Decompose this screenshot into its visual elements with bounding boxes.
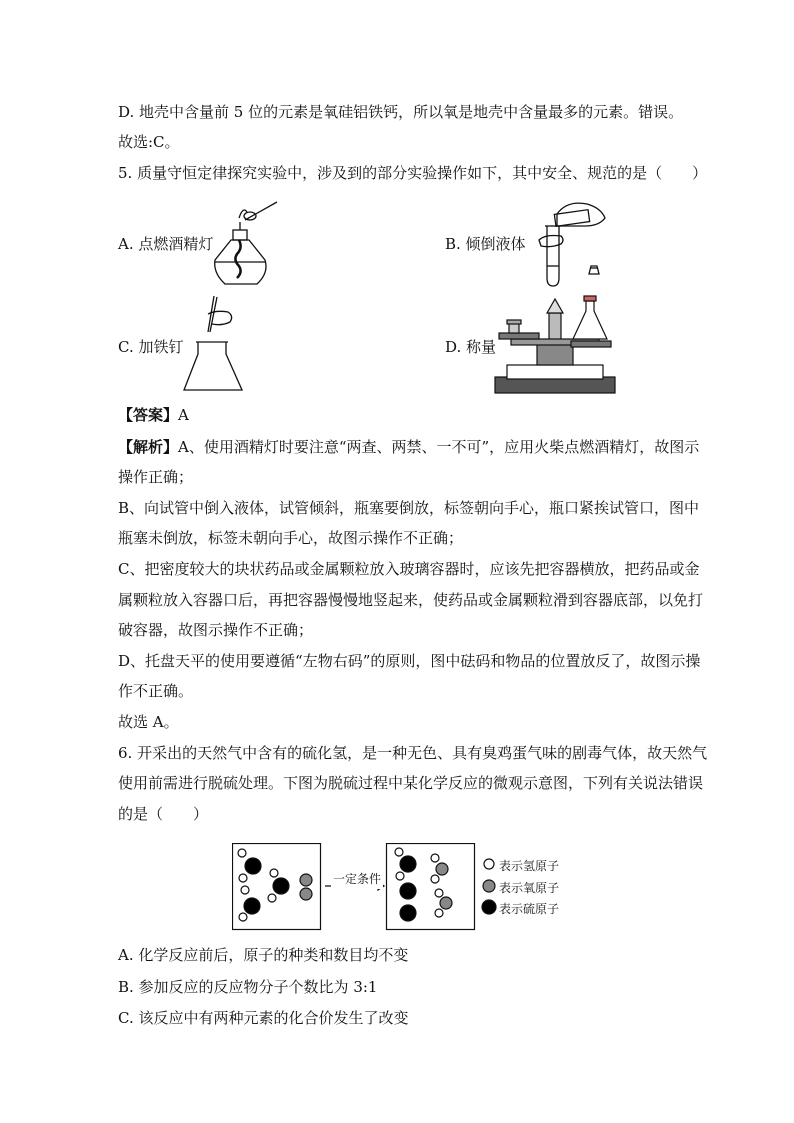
option-6a: A. 化学反应前后，原子的种类和数目均不变 (118, 946, 409, 964)
answer-label: 【答案】 (118, 406, 179, 424)
pouring-liquid-icon (517, 196, 612, 294)
explanation-label: 【解析】 (118, 438, 179, 456)
answer-line (118, 405, 189, 425)
arrow-label: 一定条件 (331, 869, 383, 889)
option-5a: A. 点燃酒精灯 (118, 235, 214, 253)
balance-icon (493, 293, 618, 395)
text-line: 瓶塞未倒放，标签未朝向手心，故图示操作不正确； (118, 529, 464, 547)
text-line: D. 地壳中含量前 5 位的元素是氧硅铝铁钙，所以氧是地壳中含量最多的元素。错误。 (118, 103, 684, 121)
legend-hydrogen: 表示氢原子 (499, 859, 560, 873)
text-line: 作不正确。 (118, 682, 194, 700)
option-5c: C. 加铁钉 (118, 338, 184, 356)
text-line: 使用前需进行脱硫处理。下图为脱硫过程中某化学反应的微观示意图，下列有关说法错误 (118, 774, 704, 792)
alcohol-lamp-icon (205, 198, 285, 293)
explanation-line (118, 437, 699, 457)
adding-nail-icon (180, 292, 250, 397)
text-line: 的是（ ） (118, 805, 209, 823)
text-line: 破容器，故图示操作不正确； (118, 621, 314, 639)
text-line: C、把密度较大的块状药品或金属颗粒放入玻璃容器时，应该先把容器横放，把药品或金 (118, 560, 700, 578)
option-5b: B. 倾倒液体 (445, 235, 526, 253)
text-line: D、托盘天平的使用要遵循“左物右码”的原则，图中砝码和物品的位置放反了，故图示操 (118, 652, 701, 670)
answer-value: A (178, 406, 189, 424)
legend-oxygen: 表示氧原子 (499, 881, 560, 895)
option-5d: D. 称量 (445, 338, 497, 356)
text-line: 故选 A。 (118, 713, 179, 731)
option-6c: C. 该反应中有两种元素的化合价发生了改变 (118, 1009, 409, 1027)
question-5: 5. 质量守恒定律探究实验中，涉及到的部分实验操作如下，其中安全、规范的是（ ） (118, 164, 708, 182)
question-6: 6. 开采出的天然气中含有的硫化氢，是一种无色、具有臭鸡蛋气味的剧毒气体，故天然气 (118, 744, 708, 762)
text-line: 故选:C。 (118, 133, 180, 151)
explanation-text: A、使用酒精灯时要注意“两查、两禁、一不可”，应用火柴点燃酒精灯，故图示 (178, 438, 700, 456)
text-line: B、向试管中倒入液体，试管倾斜，瓶塞要倒放，标签朝向手心，瓶口紧挨试管口，图中 (118, 499, 700, 517)
option-6b: B. 参加反应的反应物分子个数比为 3:1 (118, 978, 378, 996)
text-line: 属颗粒放入容器口后，再把容器慢慢地竖起来，使药品或金属颗粒滑到容器底部，以免打 (118, 591, 704, 609)
text-line: 操作正确； (118, 468, 194, 486)
legend-sulfur: 表示硫原子 (499, 902, 560, 916)
